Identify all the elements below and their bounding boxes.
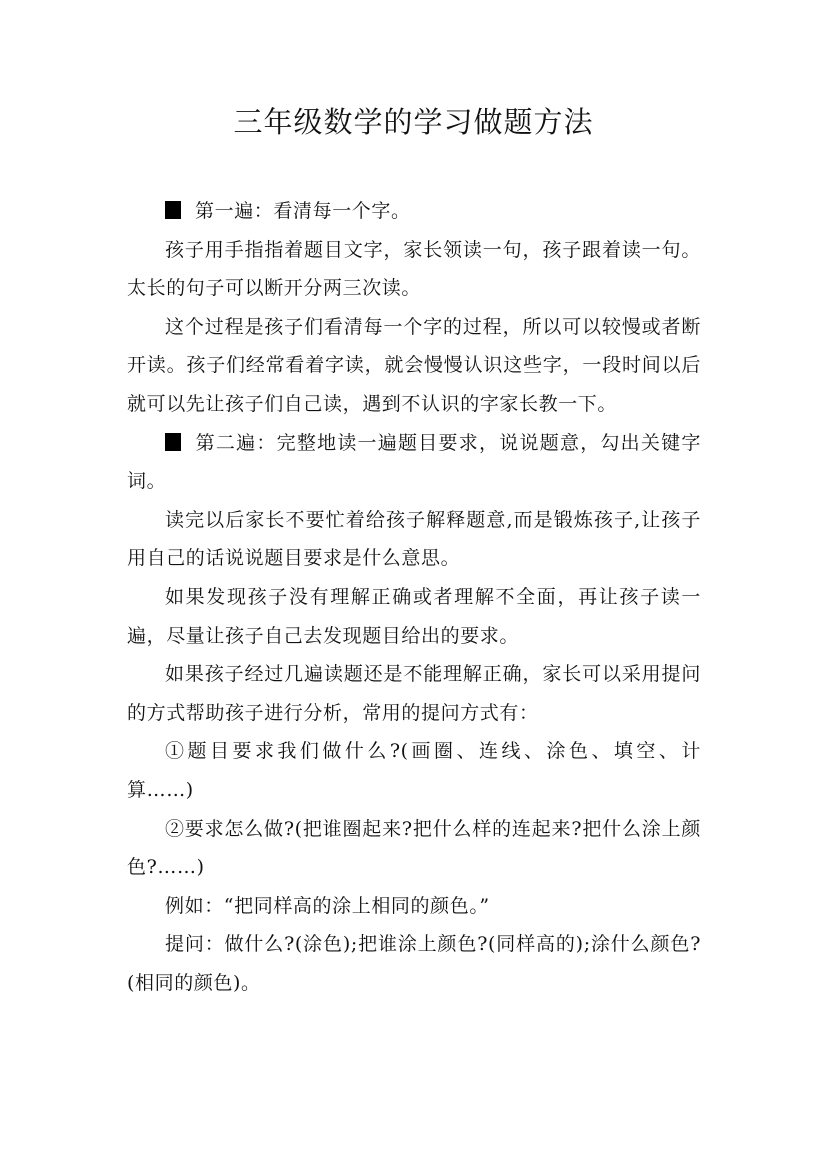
list-item-question-2: ②要求怎么做?(把谁圈起来?把什么样的连起来?把什么涂上颜色?……): [127, 817, 701, 879]
heading-text: 第二遍：完整地读一遍题目要求，说说题意，勾出关键字词。: [127, 431, 701, 493]
example-paragraph: 例如：“把同样高的涂上相同的颜色。”: [165, 894, 490, 917]
paragraph: 这个过程是孩子们看清每一个字的过程，所以可以较慢或者断开读。孩子们经常看着字读，就会慢慢认识这些字，一段时间以后就可以先让孩子们自己读，遇到不认识的字家长教一下。: [127, 315, 701, 415]
heading-text: 第一遍：看清每一个字。: [195, 200, 411, 222]
document-body: [127, 192, 701, 1002]
black-square-bullet-icon: [165, 433, 181, 451]
document-title: 三年级数学的学习做题方法: [233, 105, 594, 139]
paragraph: 如果发现孩子没有理解正确或者理解不全面，再让孩子读一遍，尽量让孩子自己去发现题目给出的要求。: [127, 585, 701, 647]
section-heading-1: [127, 192, 701, 231]
section-heading-2: [127, 424, 701, 501]
paragraph: 孩子用手指指着题目文字，家长领读一句，孩子跟着读一句。太长的句子可以断开分两三次读。: [127, 238, 701, 300]
paragraph: 读完以后家长不要忙着给孩子解释题意,而是锻炼孩子,让孩子用自己的话说说题目要求是什么意思。: [127, 508, 701, 570]
black-square-bullet-icon: [165, 201, 181, 219]
paragraph: 如果孩子经过几遍读题还是不能理解正确，家长可以采用提问的方式帮助孩子进行分析，常用的提问方式有：: [127, 663, 701, 724]
list-item-question-1: ①题目要求我们做什么?(画圈、连线、涂色、填空、计算……): [127, 740, 701, 801]
question-paragraph: 提问：做什么?(涂色);把谁涂上颜色?(同样高的);涂什么颜色?(相同的颜色)。: [127, 933, 701, 994]
